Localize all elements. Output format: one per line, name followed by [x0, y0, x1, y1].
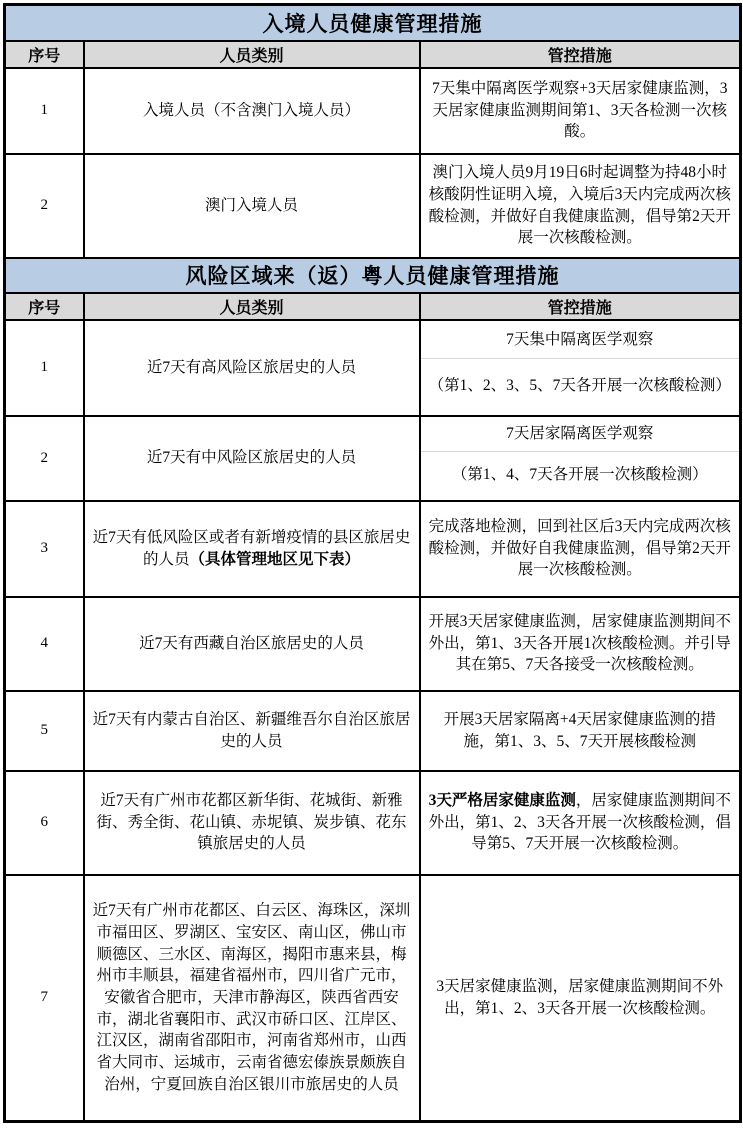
row-number: 1: [5, 68, 84, 154]
column-header-no: 序号: [5, 41, 84, 68]
measure-bold-lead: 3天严格居家健康监测: [428, 791, 576, 809]
table-row: [5, 320, 741, 416]
control-measure: 7天集中隔离医学观察+3天居家健康监测，3天居家健康监测期间第1、3天各检测一次核酸。: [420, 68, 741, 154]
person-category: 近7天有广州市花都区、白云区、海珠区，深圳市福田区、罗湖区、宝安区、南山区，佛山市顺德区、三水区、南海区，揭阳市惠来县，梅州市丰顺县，福建省福州市，四川省广元市，安徽省合肥市，天津市静海区，陕西省西安市，湖北省襄阳市、武汉市硚口区、江岸区、江汉区，湖南省邵阳市，河南省郑州市，山西省大同市、运城市，云南省德宏傣族景颇族自治州，宁夏回族自治区银川市旅居史的人员: [84, 875, 420, 1122]
control-measure: [420, 320, 741, 416]
row-number: 1: [5, 320, 84, 416]
table-row: [5, 68, 741, 154]
table-row: [5, 501, 741, 597]
row-number: 4: [5, 597, 84, 691]
row-number: 3: [5, 501, 84, 597]
table-row: [5, 771, 741, 875]
person-category: 近7天有广州市花都区新华街、花城街、新雅街、秀全街、花山镇、赤坭镇、炭步镇、花东镇旅居史的人员: [84, 771, 420, 875]
person-category: 近7天有内蒙古自治区、新疆维吾尔自治区旅居史的人员: [84, 691, 420, 771]
row-number: 2: [5, 416, 84, 501]
person-category: 近7天有中风险区旅居史的人员: [84, 416, 420, 501]
table-row: [5, 691, 741, 771]
row-number: 7: [5, 875, 84, 1122]
person-category: 澳门入境人员: [84, 154, 420, 258]
row-number: 6: [5, 771, 84, 875]
table-row: [5, 875, 741, 1122]
control-measure: 开展3天居家健康监测，居家健康监测期间不外出，第1、3天各开展1次核酸检测。并引导其在第5、7天各接受一次核酸检测。: [420, 597, 741, 691]
measure-primary: 7天居家隔离医学观察: [421, 418, 740, 452]
measure-note: （第1、4、7天各开展一次核酸检测）: [451, 466, 708, 484]
control-measure: 澳门入境人员9月19日6时起调整为持48小时核酸阴性证明入境，入境后3天内完成两次核酸检测，并做好自我健康监测，倡导第2天开展一次核酸检测。: [420, 154, 741, 258]
category-bold-note: （具体管理地区见下表）: [189, 550, 361, 568]
person-category: 近7天有高风险区旅居史的人员: [84, 320, 420, 416]
section-title-entry: 入境人员健康管理措施: [5, 5, 741, 41]
control-measure: [420, 416, 741, 501]
control-measure: [420, 771, 741, 875]
row-number: 5: [5, 691, 84, 771]
person-category: 入境人员（不含澳门入境人员）: [84, 68, 420, 154]
column-header-no: 序号: [5, 293, 84, 320]
column-header-category: 人员类别: [84, 293, 420, 320]
measure-text: ，居家健康监测期间不外出，第1、2、3天各开展一次核酸检测，倡导第5、7天开展一次核酸检测。: [428, 791, 731, 853]
table-row: [5, 597, 741, 691]
measure-note: （第1、2、3、5、7天各开展一次核酸检测）: [428, 377, 731, 395]
table-row: [5, 416, 741, 501]
column-header-measure: 管控措施: [420, 41, 741, 68]
row-number: 2: [5, 154, 84, 258]
section-title-risk-area: 风险区域来（返）粤人员健康管理措施: [5, 258, 741, 293]
control-measure: 3天居家健康监测，居家健康监测期间不外出，第1、2、3天各开展一次核酸检测。: [420, 875, 741, 1122]
table-row: [5, 154, 741, 258]
control-measure: 开展3天居家隔离+4天居家健康监测的措施，第1、3、5、7天开展核酸检测: [420, 691, 741, 771]
measure-primary: 7天集中隔离医学观察: [421, 322, 740, 359]
person-category: [84, 501, 420, 597]
person-category: 近7天有西藏自治区旅居史的人员: [84, 597, 420, 691]
column-header-measure: 管控措施: [420, 293, 741, 320]
column-header-category: 人员类别: [84, 41, 420, 68]
control-measure: 完成落地检测，回到社区后3天内完成两次核酸检测，并做好自我健康监测，倡导第2天开展一次核酸检测。: [420, 501, 741, 597]
category-text: 近7天有低风险区或者有新增疫情的县区旅居史的人员: [92, 528, 411, 568]
health-measures-table: [3, 3, 742, 1123]
